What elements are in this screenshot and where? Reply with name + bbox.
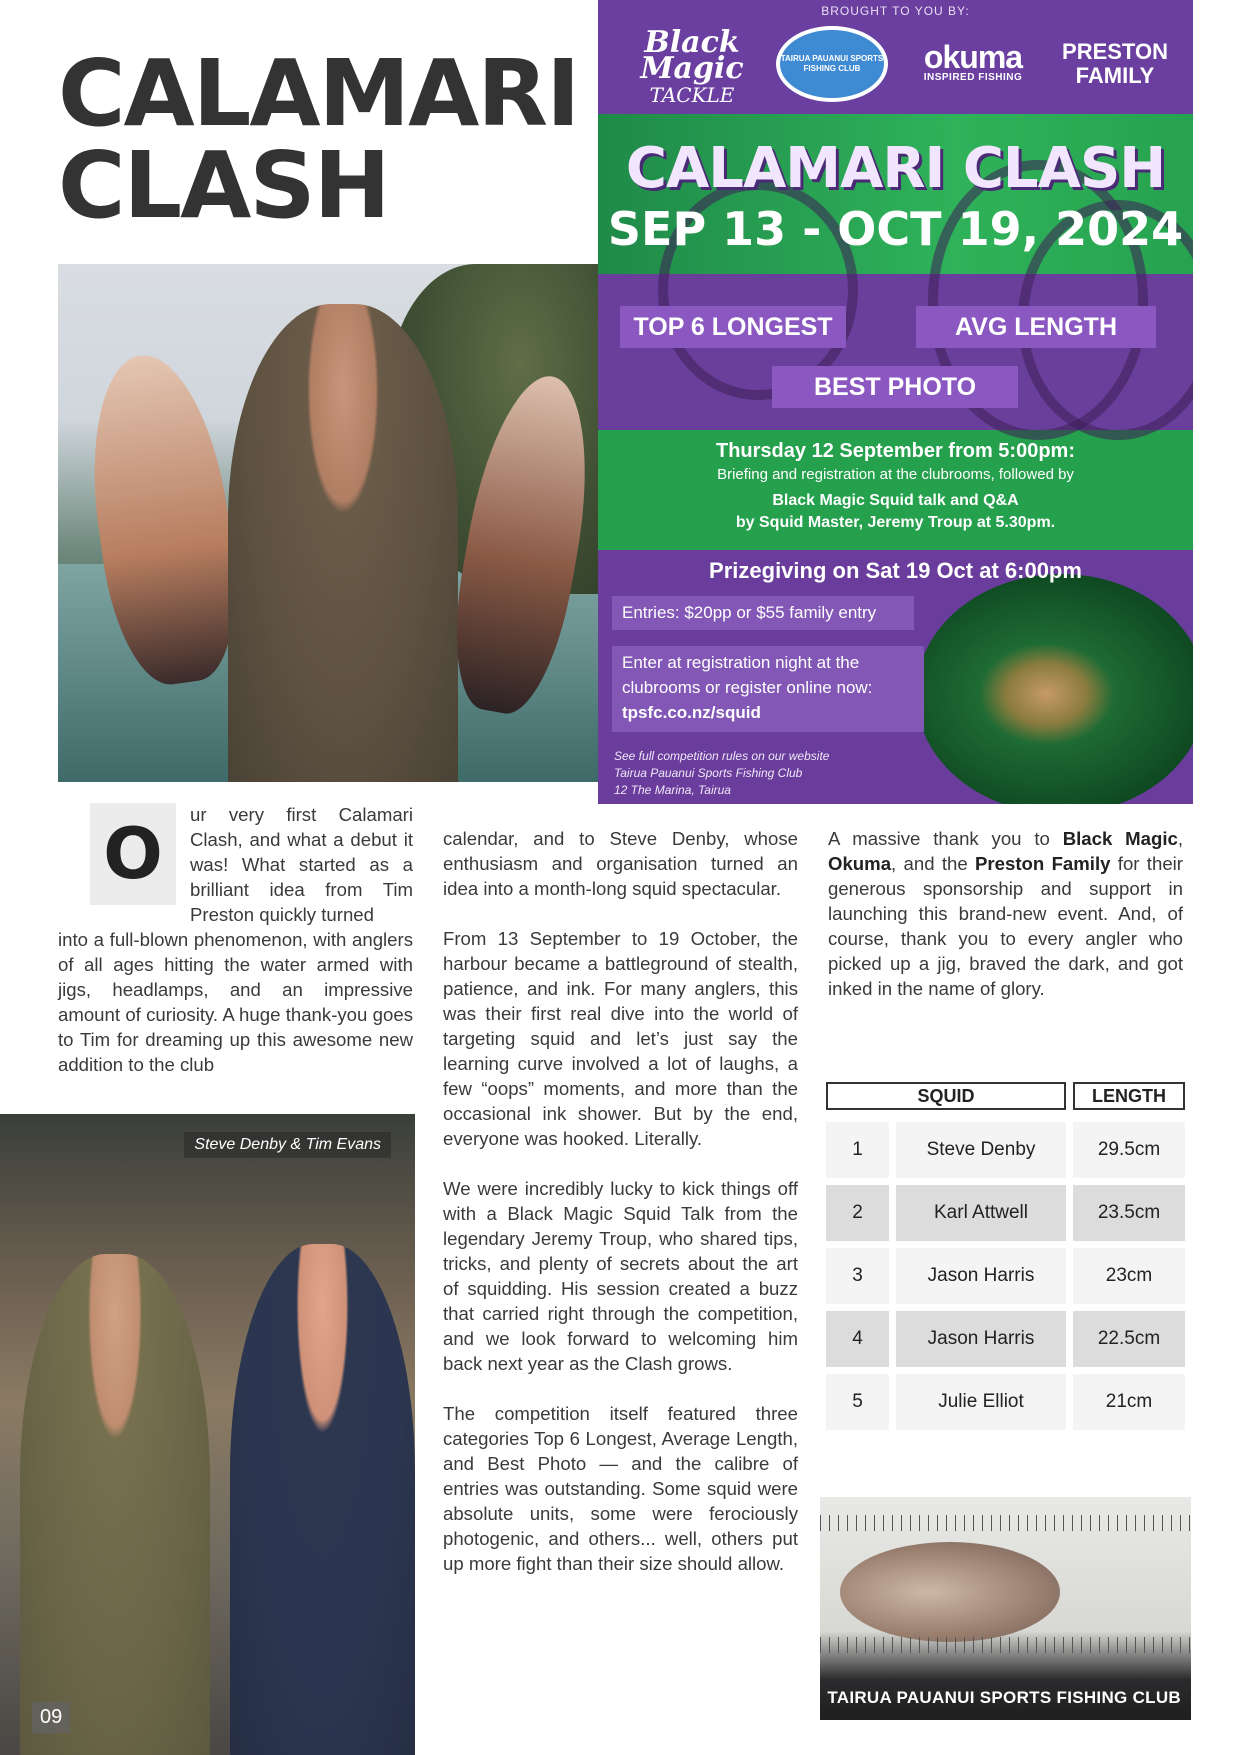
briefing-heading: Thursday 12 September from 5:00pm: (716, 440, 1075, 462)
drop-cap: O (90, 803, 176, 905)
header-length: LENGTH (1073, 1082, 1185, 1110)
black-magic-logo-sub: TACKLE (649, 83, 735, 107)
name-cell: Karl Attwell (896, 1185, 1066, 1241)
sponsor-preston-family: Preston Family (975, 853, 1111, 874)
rank-cell: 5 (826, 1374, 889, 1430)
rank-cell: 2 (826, 1185, 889, 1241)
name-cell: Jason Harris (896, 1248, 1066, 1304)
rank-cell: 3 (826, 1248, 889, 1304)
registration-url: tpsfc.co.nz/squid (622, 703, 761, 722)
name-cell: Jason Harris (896, 1311, 1066, 1367)
fine-print-line-3: 12 The Marina, Tairua (614, 783, 731, 797)
registration-line-2: clubrooms or register online now: (622, 678, 873, 697)
squid-talk-line-1: Black Magic Squid talk and Q&A (772, 492, 1019, 509)
article-paragraph: calendar, and to Steve Denby, whose enthusiasm and organisation turned an idea into a month-long squid spectacular. (443, 828, 798, 899)
article-paragraph: The competition itself featured three categories Top 6 Longest, Average Length, and Best Photo — and the calibre of entries was outstanding. Some squid were absolute units, some were ferociously photogenic, and others... well, others put up more fight than their size should allow. (443, 1403, 798, 1574)
registration-info (612, 646, 924, 732)
category-top6-longest: TOP 6 LONGEST (620, 306, 846, 348)
page-title (58, 40, 579, 239)
angler-holding-squid-photo (58, 264, 598, 782)
club-badge-text: TAIRUA PAUANUI SPORTS FISHING CLUB (780, 54, 884, 73)
length-cell: 29.5cm (1073, 1122, 1185, 1178)
page-number: 09 (32, 1702, 70, 1733)
length-cell: 23cm (1073, 1248, 1185, 1304)
club-banner-text: TAIRUA PAUANUI SPORTS FISHING CLUB (827, 1688, 1181, 1707)
squid-talk-line-2: by Squid Master, Jeremy Troup at 5.30pm. (735, 514, 1056, 531)
okuma-logo-sub: INSPIRED FISHING (923, 72, 1023, 83)
registration-line-1: Enter at registration night at the (622, 653, 860, 672)
length-cell: 22.5cm (1073, 1311, 1185, 1367)
category-avg-length: AVG LENGTH (916, 306, 1156, 348)
table-row (826, 1185, 1185, 1241)
black-magic-logo-text: Black Magic (640, 25, 744, 86)
title-line-2: CLASH (58, 132, 389, 239)
steve-and-tim-photo (0, 1114, 415, 1755)
rank-cell: 1 (826, 1122, 889, 1178)
prizegiving-info: Prizegiving on Sat 19 Oct at 6:00pm (709, 558, 1082, 583)
club-badge-logo (776, 26, 888, 102)
article-paragraph: We were incredibly lucky to kick things off with a Black Magic Squid Talk from the legendary Jeremy Troup, who shared tips, tricks, and plenty of secrets about the art of squidding. His session created a buzz that carried right through the competition, and we look forward to welcoming him back next year as the Clash grows. (443, 1178, 798, 1374)
title-line-1: CALAMARI (58, 40, 579, 147)
article-intro-start: ur very first Calamari Clash, and what a debut it was! What started as a brilliant idea from Tim Preston quickly turned (190, 804, 413, 925)
article-paragraph: From 13 September to 19 October, the harbour became a battleground of stealth, patience, and ink. For many anglers, this was their first real dive into the world of targeting squid and let’s just say the learning curve involved a lot of laughs, a few “oops” moments, and more than the occasional ink shower. But by the end, everyone was hooked. Literally. (443, 928, 798, 1149)
fine-print-line-2: Tairua Pauanui Sports Fishing Club (614, 766, 803, 780)
category-best-photo: BEST PHOTO (772, 366, 1018, 408)
table-row (826, 1311, 1185, 1367)
squid-in-net-photo (916, 574, 1193, 804)
brought-to-you-by: BROUGHT TO YOU BY: (821, 4, 970, 18)
sponsor-black-magic: Black Magic (1062, 828, 1178, 849)
header-squid: SQUID (826, 1082, 1066, 1110)
entries-fee: Entries: $20pp or $55 family entry (612, 596, 914, 630)
okuma-logo (908, 39, 1038, 84)
length-cell: 23.5cm (1073, 1185, 1185, 1241)
okuma-logo-text: okuma (923, 39, 1023, 75)
briefing-text: Briefing and registration at the clubrooms, followed by (717, 466, 1074, 483)
event-poster (598, 0, 1193, 804)
table-row (826, 1248, 1185, 1304)
squid-measuring-photo (820, 1497, 1191, 1720)
poster-title: CALAMARI CLASH (625, 136, 1166, 201)
rank-cell: 4 (826, 1311, 889, 1367)
article-col2 (443, 826, 798, 1601)
table-row (826, 1122, 1185, 1178)
article-col1-bottom (58, 927, 413, 1102)
poster-fine-print (614, 748, 829, 799)
black-magic-logo (622, 25, 762, 108)
thank-you-paragraph: A massive thank you to Black Magic, Okuma, and the Preston Family for their generous sponsorship and support in launching this brand-new event. And, of course, thank you to every angler who picked up a jig, braved the dark, and got inked in the name of glory. (828, 828, 1183, 999)
name-cell: Julie Elliot (896, 1374, 1066, 1430)
poster-dates: SEP 13 - OCT 19, 2024 (607, 202, 1184, 256)
fine-print-line-1: See full competition rules on our website (614, 749, 830, 763)
name-cell: Steve Denby (896, 1122, 1066, 1178)
sponsor-okuma: Okuma (828, 853, 892, 874)
article-intro-continued: into a full-blown phenomenon, with anglers of all ages hitting the water armed with jigs, headlamps, and an impressive amount of curiosity. A huge thank-you goes to Tim for dreaming up this awesome new addition to the club (58, 929, 413, 1075)
photo-caption: Steve Denby & Tim Evans (184, 1132, 391, 1158)
preston-family-logo: PRESTON FAMILY (1062, 39, 1168, 88)
table-row (826, 1374, 1185, 1430)
article-col3 (828, 826, 1183, 1026)
length-cell: 21cm (1073, 1374, 1185, 1430)
